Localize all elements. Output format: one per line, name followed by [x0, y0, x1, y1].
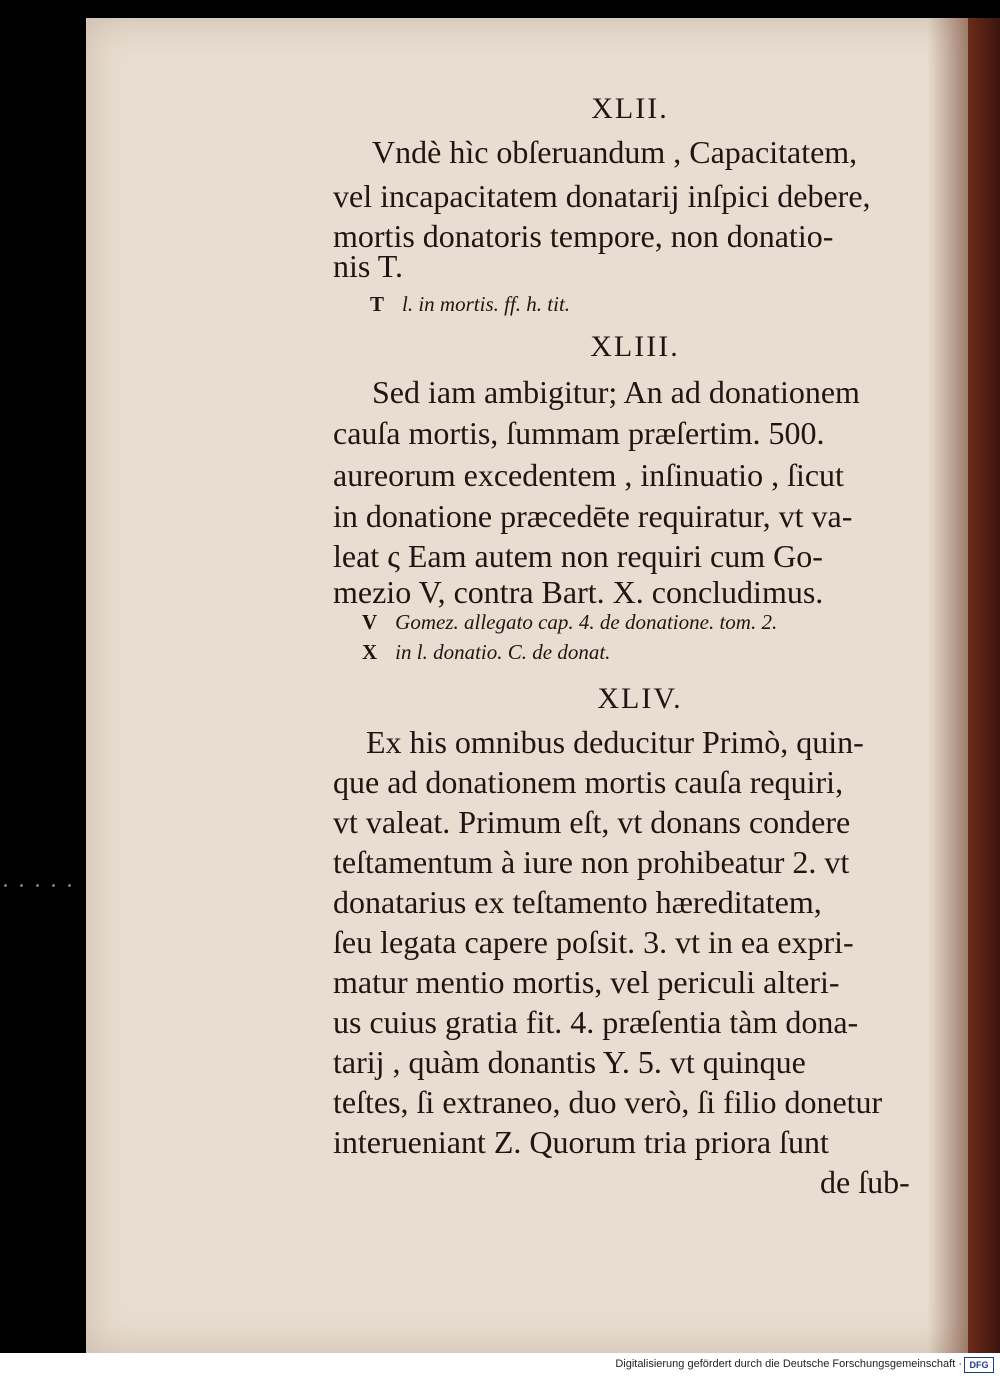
text-line: Sed iam ambigitur; An ad donationem [372, 374, 860, 410]
text-line: aureorum excedentem , inſinuatio , ſicut [333, 457, 844, 493]
text-line: que ad donationem mortis cauſa requiri, [333, 764, 844, 800]
section-heading-42: XLII. [591, 92, 669, 125]
footnote-mark: T [370, 292, 385, 316]
section-heading-44: XLIV. [597, 682, 683, 715]
footnote-v [362, 610, 777, 635]
dfg-logo: DFG [964, 1357, 994, 1373]
footnote-text: l. in mortis. ff. h. tit. [402, 292, 571, 316]
footnote-text: in l. donatio. C. de donat. [395, 640, 611, 664]
footnote-mark: V [362, 610, 378, 634]
page-edge [968, 18, 1000, 1353]
text-line: matur mentio mortis, vel periculi alteri- [333, 964, 840, 1000]
footnote-text: Gomez. allegato cap. 4. de donatione. tom. 2. [395, 610, 778, 634]
footnote-t [370, 292, 570, 317]
text-line: mezio V, contra Bart. X. concludimus. [333, 574, 824, 610]
section-heading-43: XLIII. [590, 330, 680, 363]
text-line: interueniant Z. Quorum tria priora ſunt [333, 1124, 829, 1160]
text-line: vel incapacitatem donatarij inſpici debere, [333, 178, 871, 214]
footnote-x [362, 640, 610, 665]
text-line: leat ς Eam autem non requiri cum Go- [333, 538, 823, 574]
text-line: us cuius gratia fit. 4. præſentia tàm dona- [333, 1004, 859, 1040]
digitization-credit: Digitalisierung gefördert durch die Deutsche Forschungsgemeinschaft · [615, 1358, 962, 1370]
catchword: de ſub- [820, 1164, 910, 1200]
footnote-mark: X [362, 640, 378, 664]
text-line: tarij , quàm donantis Y. 5. vt quinque [333, 1044, 806, 1080]
scan-margin-dots [0, 884, 80, 888]
text-line: mortis donatoris tempore, non donatio- [333, 218, 834, 254]
text-line: cauſa mortis, ſummam præſertim. 500. [333, 415, 825, 451]
text-line: teſtamentum à iure non prohibeatur 2. vt [333, 844, 850, 880]
text-line: teſtes, ſi extraneo, duo verò, ſi filio donetur [333, 1084, 883, 1120]
text-line: Ex his omnibus deducitur Primò, quin- [366, 724, 864, 760]
text-line: nis T. [333, 248, 403, 284]
text-line: ſeu legata capere poſsit. 3. vt in ea expri- [333, 924, 854, 960]
text-line: donatarius ex teſtamento hæreditatem, [333, 884, 822, 920]
text-line: Vndè hìc obſeruandum , Capacitatem, [372, 134, 858, 170]
text-line: in donatione præcedēte requiratur, vt va- [333, 498, 853, 534]
text-line: vt valeat. Primum eſt, vt donans condere [333, 804, 851, 840]
